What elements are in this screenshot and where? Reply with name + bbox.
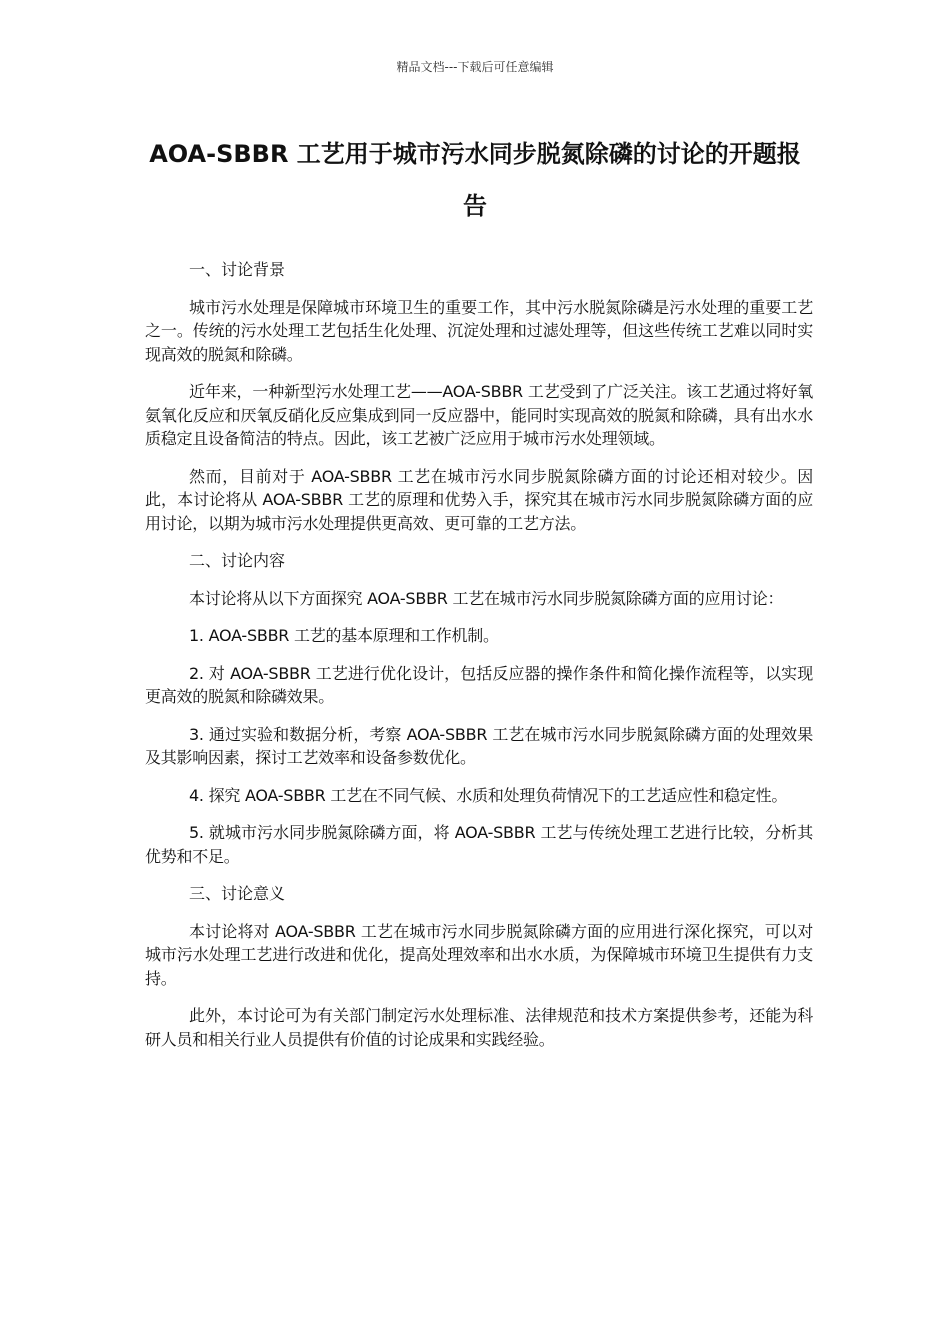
- section-heading-content: 二、讨论内容: [189, 551, 286, 570]
- paragraph: 此外，本讨论可为有关部门制定污水处理标准、法律规范和技术方案提供参考，还能为科研人员和相关行业人员提供有价值的讨论成果和实践经验。: [145, 1006, 813, 1049]
- list-item: 5. 就城市污水同步脱氮除磷方面，将 AOA-SBBR 工艺与传统处理工艺进行比较，分析其优势和不足。: [145, 823, 813, 866]
- paragraph: 城市污水处理是保障城市环境卫生的重要工作，其中污水脱氮除磷是污水处理的重要工艺之一。传统的污水处理工艺包括生化处理、沉淀处理和过滤处理等，但这些传统工艺难以同时实现高效的脱氮和除磷。: [145, 297, 813, 364]
- document-body: [145, 258, 813, 1065]
- section-heading-significance: 三、讨论意义: [189, 884, 286, 903]
- list-item: 4. 探究 AOA-SBBR 工艺在不同气候、水质和处理负荷情况下的工艺适应性和稳定性。: [189, 785, 788, 805]
- list-item: 3. 通过实验和数据分析，考察 AOA-SBBR 工艺在城市污水同步脱氮除磷方面的处理效果及其影响因素，探讨工艺效率和设备参数优化。: [145, 724, 813, 767]
- list-item: 2. 对 AOA-SBBR 工艺进行优化设计，包括反应器的操作条件和简化操作流程等，以实现更高效的脱氮和除磷效果。: [145, 663, 813, 706]
- paragraph: 本讨论将从以下方面探究 AOA-SBBR 工艺在城市污水同步脱氮除磷方面的应用讨论：: [189, 588, 784, 608]
- header-note: 精品文档---下载后可任意编辑: [396, 60, 554, 74]
- page-title: AOA-SBBR 工艺用于城市污水同步脱氮除磷的讨论的开题报告: [149, 140, 801, 220]
- list-item: 1. AOA-SBBR 工艺的基本原理和工作机制。: [189, 626, 499, 645]
- paragraph: 本讨论将对 AOA-SBBR 工艺在城市污水同步脱氮除磷方面的应用进行深化探究，可以对城市污水处理工艺进行改进和优化，提高处理效率和出水水质，为保障城市环境卫生提供有力支持。: [145, 921, 813, 988]
- paragraph: 然而，目前对于 AOA-SBBR 工艺在城市污水同步脱氮除磷方面的讨论还相对较少。因此，本讨论将从 AOA-SBBR 工艺的原理和优势入手，探究其在城市污水同步脱氮除磷方面的应用讨论，以期为城市污水处理提供更高效、更可靠的工艺方法。: [145, 466, 813, 533]
- paragraph: 近年来，一种新型污水处理工艺——AOA-SBBR 工艺受到了广泛关注。该工艺通过将好氧氨氧化反应和厌氧反硝化反应集成到同一反应器中，能同时实现高效的脱氮和除磷，具有出水水质稳定且设备简洁的特点。因此，该工艺被广泛应用于城市污水处理领域。: [145, 382, 813, 448]
- section-heading-background: 一、讨论背景: [189, 260, 286, 279]
